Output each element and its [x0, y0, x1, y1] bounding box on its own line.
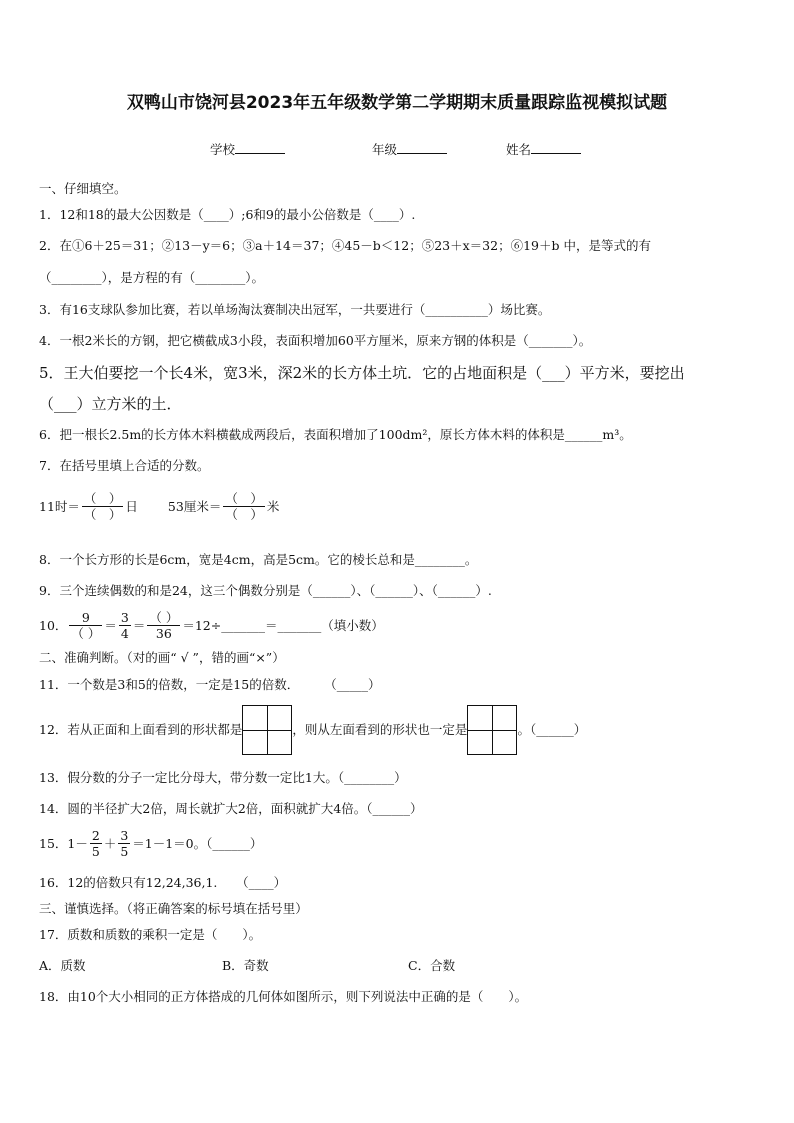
school-field[interactable] [210, 140, 285, 158]
question-18: 18．由10个大小相同的正方体搭成的几何体如图所示，则下列说法中正确的是（ ）。 [39, 989, 528, 1004]
q15-lead: 15．1－ [39, 835, 88, 851]
grade-label: 年级 [372, 142, 398, 157]
question-4: 4．一根2米长的方钢，把它横截成3小段，表面积增加60平方厘米，原来方钢的体积是（_______）。 [39, 333, 592, 348]
page-title: 双鸭山市饶河县2023年五年级数学第二学期期末质量跟踪监视模拟试题 [126, 93, 668, 113]
q10-f3-den: 36 [155, 626, 172, 641]
q10-fraction-1 [69, 610, 102, 641]
question-8: 8．一个长方形的长是6cm，宽是4cm，高是5cm。它的棱长总和是________。 [39, 552, 478, 567]
q12-text-b: ，则从左面看到的形状也一定是 [292, 722, 468, 737]
q7-fraction-2-den[interactable]: （ ） [225, 507, 263, 522]
q10-f3-num[interactable]: （ ） [149, 610, 179, 625]
question-5-line-1: 5．王大伯要挖一个长4米，宽3米，深2米的长方体土坑．它的占地面积是（___）平方米，要挖出 [39, 364, 685, 382]
name-blank[interactable] [531, 141, 581, 154]
question-12 [39, 705, 586, 755]
school-label: 学校 [210, 142, 236, 157]
q7-lead-2: 53厘米＝ [167, 498, 222, 514]
q15-fraction-2 [118, 828, 130, 859]
q12-grid-figure-2 [467, 705, 517, 755]
question-1: 1．12和18的最大公因数是（____）;6和9的最小公倍数是（____）. [39, 207, 416, 222]
q17-option-c[interactable]: C．合数 [408, 958, 456, 973]
question-16: 16．12的倍数只有12,24,36,1. （____） [39, 875, 287, 890]
question-15 [39, 828, 262, 859]
section-1-heading: 一、仔细填空。 [39, 181, 127, 196]
q10-f2-den: 4 [120, 626, 129, 641]
question-6: 6．把一根长2.5m的长方体木料横截成两段后，表面积增加了100dm²，原长方体木料的体积是______m³。 [39, 427, 632, 442]
question-2-line-2: （________），是方程的有（________）。 [39, 270, 265, 285]
q7-unit-2: 米 [266, 498, 280, 514]
q7-fraction-2[interactable] [223, 491, 265, 522]
q7-fraction-1[interactable] [82, 491, 124, 522]
section-2-heading: 二、准确判断。（对的画“ √ ”，错的画“×”） [39, 650, 285, 665]
q10-tail: ＝12÷_______＝_______（填小数） [182, 617, 384, 633]
grade-field[interactable] [372, 140, 447, 158]
q15-tail: ＝1－1＝0。（______） [132, 835, 263, 851]
q10-lead: 10． [39, 617, 68, 633]
question-7: 7．在括号里填上合适的分数。 [39, 458, 210, 473]
q17-option-b[interactable]: B．奇数 [222, 958, 269, 973]
question-3: 3．有16支球队参加比赛，若以单场淘汰赛制决出冠军，一共要进行（__________）场比赛。 [39, 302, 551, 317]
q7-lead-1: 11时＝ [39, 498, 80, 514]
q15-f1-num: 2 [91, 828, 100, 843]
name-label: 姓名 [506, 142, 532, 157]
section-3-heading: 三、谨慎选择。（将正确答案的标号填在括号里） [39, 901, 308, 916]
question-7-equations [39, 491, 279, 522]
question-9: 9．三个连续偶数的和是24，这三个偶数分别是（______）、（______）、（______）. [39, 583, 492, 598]
q15-f1-den: 5 [91, 844, 100, 859]
q15-f2-num: 3 [120, 828, 129, 843]
q12-text-c: 。（______） [517, 722, 587, 737]
q12-grid-figure-1 [242, 705, 292, 755]
question-2-line-1: 2．在①6＋25＝31；②13－y＝6；③a＋14＝37；④45－b＜12；⑤23＋x＝32；⑥19＋b 中，是等式的有 [39, 238, 651, 253]
q10-equals-2: ＝ [132, 617, 146, 633]
school-blank[interactable] [235, 141, 285, 154]
q10-fraction-3 [147, 610, 180, 641]
question-13: 13．假分数的分子一定比分母大，带分数一定比1大。（________） [39, 770, 407, 785]
question-10 [39, 610, 384, 641]
q15-plus: ＋ [103, 835, 117, 851]
question-11: 11．一个数是3和5的倍数，一定是15的倍数． （_____） [39, 677, 381, 692]
question-14: 14．圆的半径扩大2倍，周长就扩大2倍，面积就扩大4倍。（______） [39, 801, 423, 816]
q17-option-a[interactable]: A．质数 [39, 958, 86, 973]
name-field[interactable] [506, 140, 581, 158]
question-17: 17．质数和质数的乘积一定是（ ）。 [39, 927, 262, 942]
q7-fraction-1-num[interactable]: （ ） [83, 491, 122, 506]
q10-equals: ＝ [104, 617, 117, 633]
grade-blank[interactable] [397, 141, 447, 154]
q15-f2-den: 5 [120, 844, 129, 859]
question-5-line-2: （___）立方米的土． [39, 395, 182, 413]
q7-fraction-1-den[interactable]: （ ） [83, 507, 122, 522]
q12-text-a: 12．若从正面和上面看到的形状都是 [39, 722, 243, 737]
q10-f1-num: 9 [69, 610, 102, 626]
q7-unit-1: 日 [125, 498, 138, 514]
q15-fraction-1 [90, 828, 102, 859]
q10-f1-den[interactable]: （ ） [71, 626, 101, 641]
q10-fraction-2 [119, 610, 131, 641]
q10-f2-num: 3 [120, 610, 129, 625]
q7-fraction-2-num[interactable]: （ ） [225, 491, 263, 506]
